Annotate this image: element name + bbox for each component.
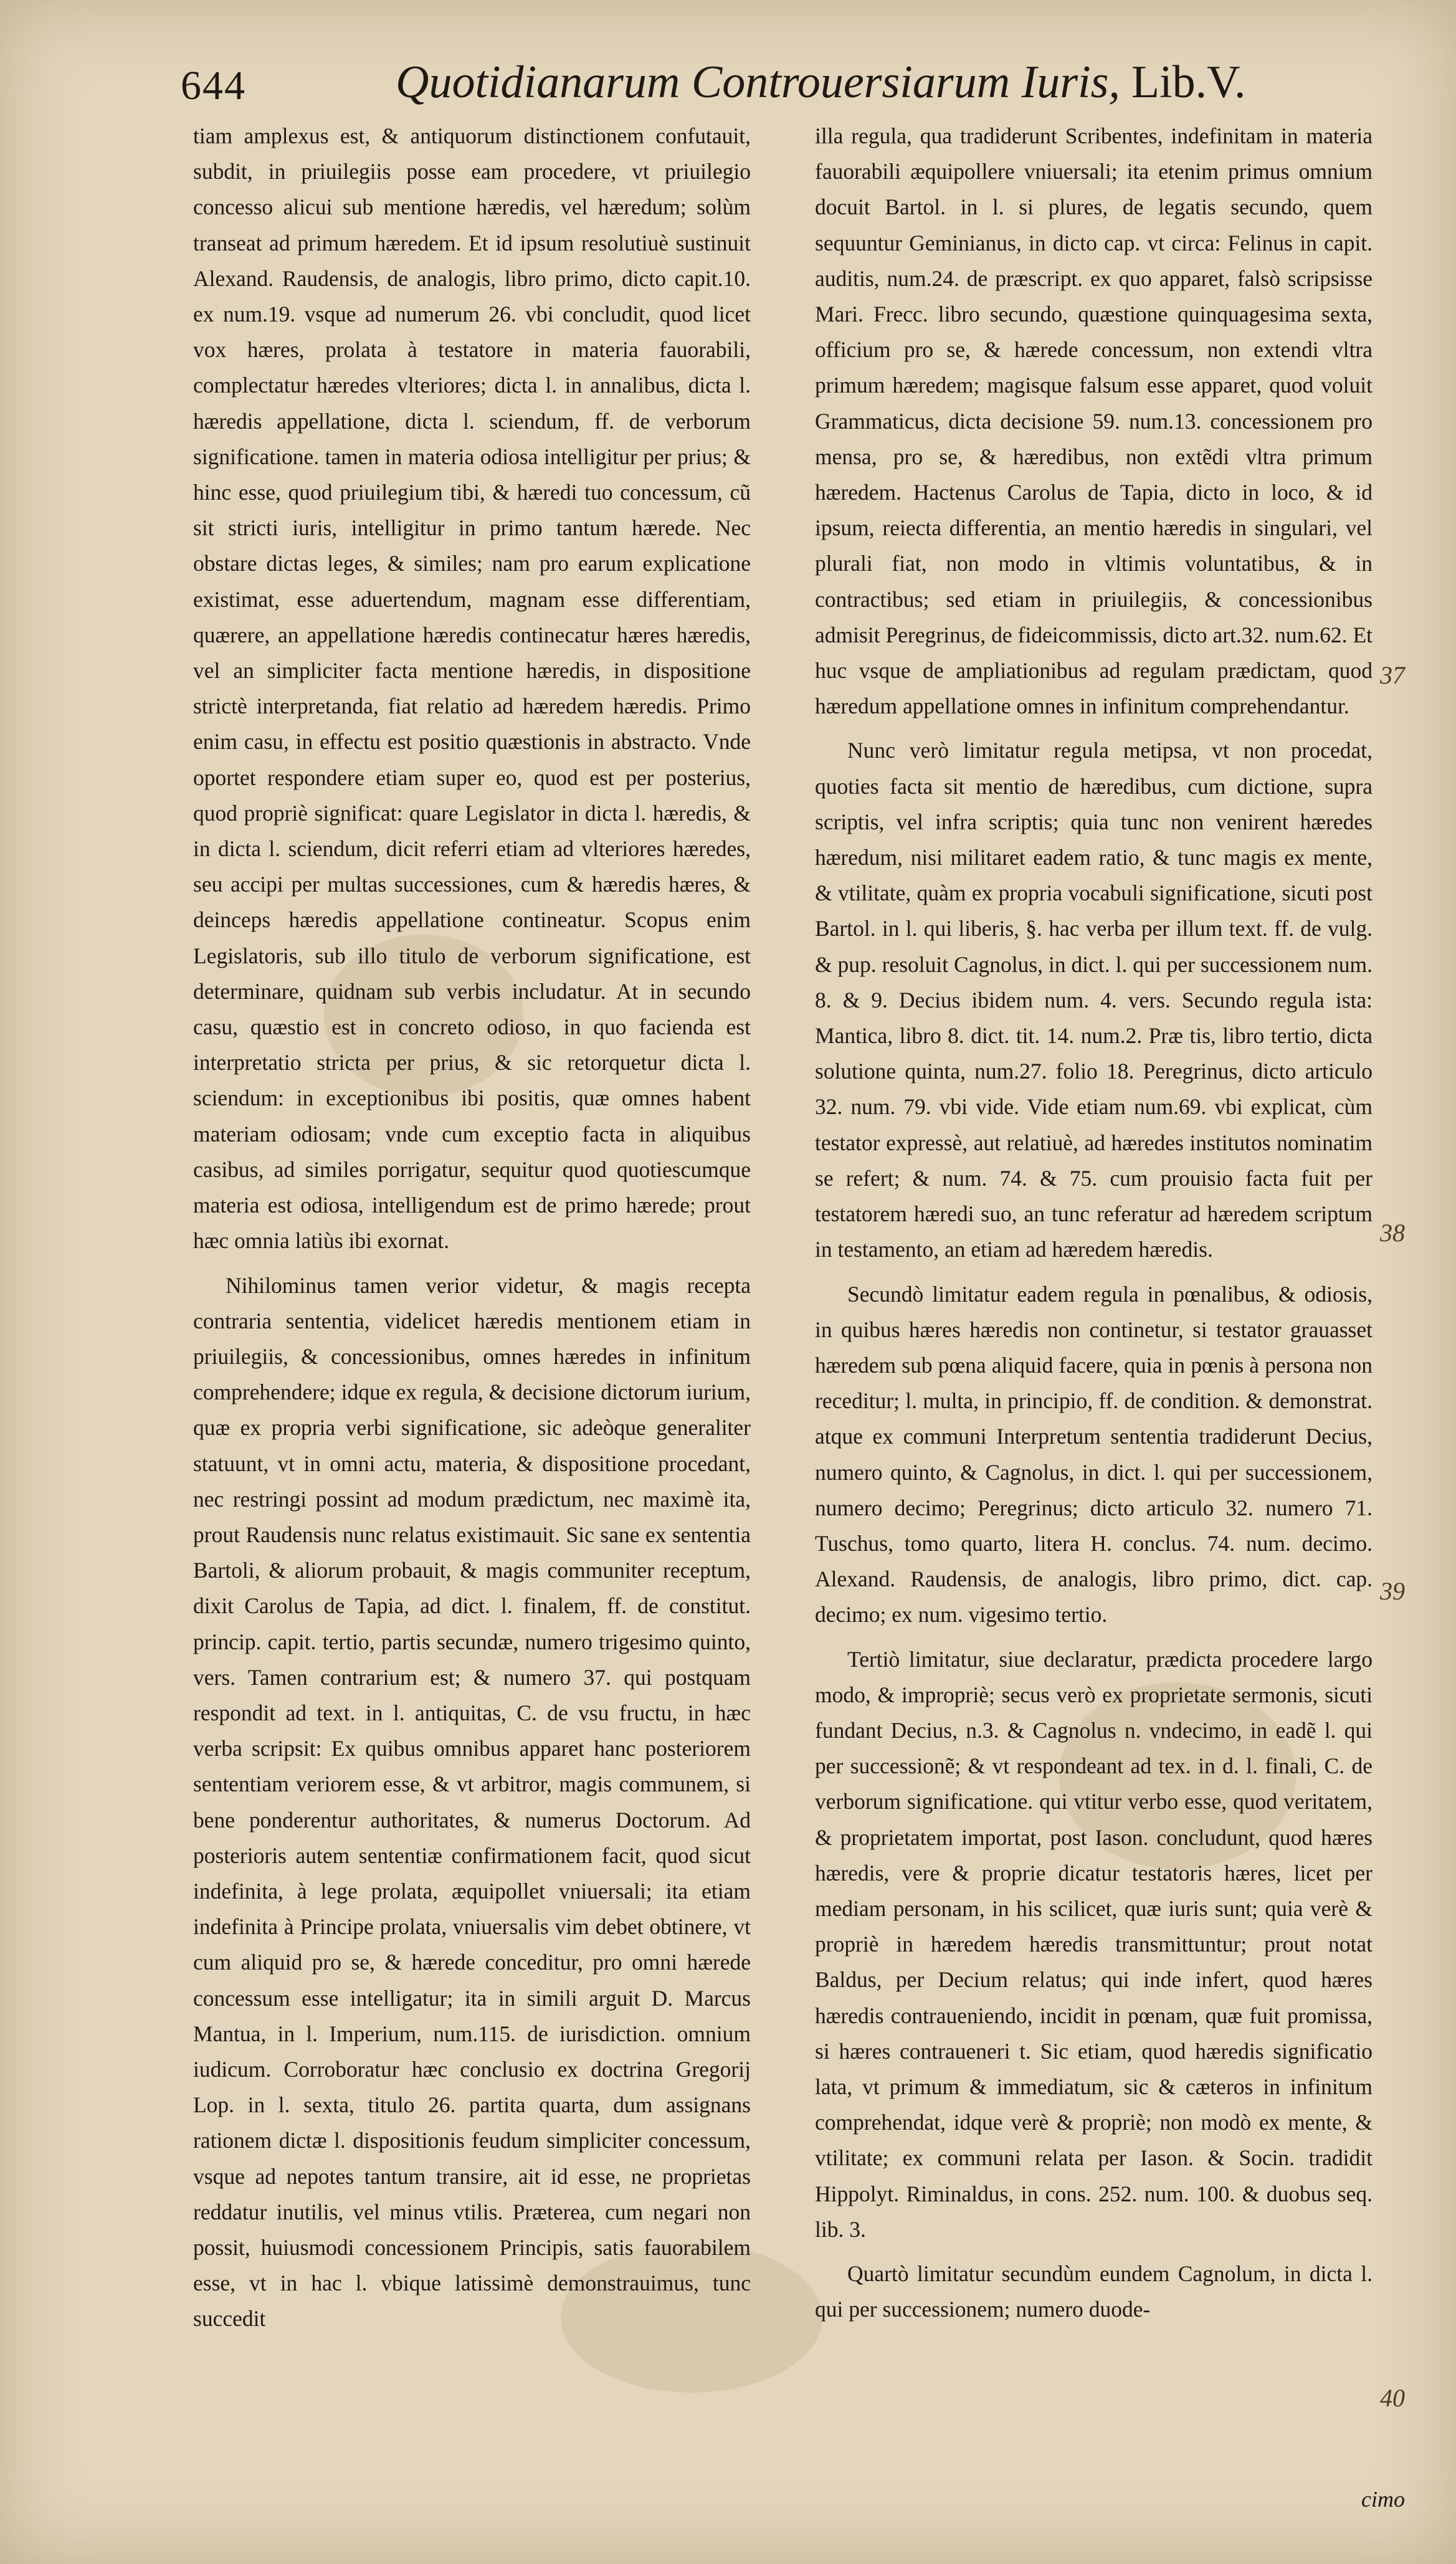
paragraph: Nihilominus tamen verior videtur, & magis recepta contraria sententia, videlicet hæredis mentionem etiam in priuilegiis, & concessionibus, omnes hæredes in infinitum comprehendere; idque ex regula, & decisione dictorum iurium, quæ ex propria verbi significatione, sic adeòque generaliter statuunt, vt in omni actu, materia, & dispositione procedant, nec restringi possint ad modum prædictum, nec maximè ita, prout Raudensis nunc relatus existimauit. Sic sane ex sententia Bartoli, & aliorum probauit, & magis communiter receptum, dixit Carolus de Tapia, ad dict. l. finalem, ff. de constitut. princip. capit. tertio, partis secundæ, numero trigesimo quinto, vers. Tamen contrarium est; & numero 37. qui postquam respondit ad text. in l. antiquitas, C. de vsu fructu, in hæc verba scripsit: Ex quibus omnibus apparet hanc posteriorem sententiam veriorem esse, & vt arbitror, magis communem, si bene ponderentur authoritates, & numerus Doctorum. Ad posterioris autem sententiæ confirmationem facit, quod sicut indefinita, à lege prolata, æquipollet vniuersali; ita etiam indefinita à Principe prolata, vniuersalis vim debet obtinere, vt cum aliquid pro se, & hærede conceditur, pro omni hærede concessum esse intelligatur; ita in simili arguit D. Marcus Mantua, in l. Imperium, num.115. de iurisdiction. omnium iudicum. Corroboratur hæc conclusio ex doctrina Gregorij Lop. in l. sexta, titulo 26. partita quarta, dum assignans rationem dictæ l. dispositionis feudum simpliciter concessum, vsque ad nepotes tantum transire, ait id esse, ne proprietas reddatur inutilis, vel minus vtilis. Præterea, cum negari non possit, huiusmodi concessionem Principis, satis fauorabilem esse, vt in hac l. vbique latissimè demonstrauimus, tunc succedit (193, 1272, 751, 2332)
paragraph: illa regula, qua tradiderunt Scribentes, indefinitam in materia fauorabili æquipollere vniuersali; ita etenim primus omnium docuit Bartol. in l. si plures, de legatis secundo, quem sequuntur Geminianus, in dicto cap. vt circa: Felinus in capit. auditis, num.24. de præscript. ex quo apparet, falsò scripsisse Mari. Frecc. libro secundo, quæstione quinquagesima sexta, officium pro se, & hærede concessum, non extendi vltra primum hæredem; magisque falsum esse apparet, quod voluit Grammaticus, dicta decisione 59. num.13. concessionem pro mensa, pro se, & hæredibus, non extẽdi vltra primum hæredem. Hactenus Carolus de Tapia, dicto in loco, & id ipsum, reiecta differentia, an mentio hæredis in singulari, vel plurali fiat, non modo in vltimis voluntatibus, & in contractibus; sed etiam in priuilegiis, & concessionibus admisit Peregrinus, de fideicommissis, dicto art.32. num.62. Et huc vsque de ampliationibus ad regulam prædictam, quod hæredum appellatione omnes in infinitum comprehendantur. (815, 123, 1373, 719)
paragraph: Tertiò limitatur, siue declaratur, prædicta procedere largo modo, & impropriè; secus verò ex proprietate sermonis, sicuti fundant Decius, n.3. & Cagnolus n. vndecimo, in eadẽ l. qui per successionẽ; & vt respondeant ad tex. in d. l. finali, C. de verborum significatione. qui vtitur verbo esse, quod veritatem, & proprietatem importat, post Iason. concludunt, quod hæres hæredis, vere & proprie dicatur testatoris hæres, licet per mediam personam, in his scilicet, quæ iuris sunt; quia verè & propriè in hæredem hæredis transmittuntur; prout notat Baldus, per Decium relatus; qui inde infert, quod hæres hæredis contraueniendo, incidit in pœnam, quæ fuit promissa, si hæres contraueneri t. Sic etiam, quod hæredis significatio lata, vt primum & immediatum, sic & cæteros in infinitum comprehendat, idque verè & propriè; non modò ex mente, & vtilitate; ex communi relata per Iason. & Socin. tradidit Hippolyt. Riminaldus, in cons. 252. num. 100. & duobus seq. lib. 3. (815, 1646, 1373, 2242)
margin-number: 40 (1380, 2384, 1405, 2412)
margin-number: 37 (1380, 661, 1405, 689)
book-number: Lib.V. (1131, 57, 1246, 108)
catchword: cimo (1361, 2487, 1405, 2512)
left-column (193, 118, 751, 2346)
page-header (181, 49, 1414, 123)
paragraph: Secundò limitatur eadem regula in pœnalibus, & odiosis, in quibus hæres hæredis non continetur, si testator grauasset hæredem sub pœna aliquid facere, quia in pœnis à persona non receditur; l. multa, in principio, ff. de condition. & demonstrat. atque ex communi Interpretum sententia tradiderunt Decius, numero quinto, & Cagnolus, in dict. l. qui per successionem, numero decimo; Peregrinus; dicto articulo 32. numero 71. Tuschus, tomo quarto, litera H. conclus. 74. num. decimo. Alexand. Raudensis, de analogis, libro primo, dict. cap. decimo; ex num. vigesimo tertio. (815, 1281, 1373, 1628)
paragraph: tiam amplexus est, & antiquorum distinctionem confutauit, subdit, in priuilegiis posse eam procedere, vt priuilegio concesso alicui sub mentione hæredis, vel hæredum; solùm transeat ad primum hæredem. Et id ipsum resolutiuè sustinuit Alexand. Raudensis, de analogis, libro primo, dicto capit.10. ex num.19. vsque ad numerum 26. vbi concludit, quod licet vox hæres, prolata à testatore in materia fauorabili, complectatur hæredes vlteriores; dicta l. in annalibus, dicta l. hæredis appellatione, dicta l. sciendum, ff. de verborum significatione. tamen in materia odiosa intelligitur per prius; & hinc esse, quod priuilegium tibi, & hæredi tuo concessum, cũ sit stricti iuris, intelligitur in primo tantum hærede. Nec obstare dictas leges, & similes; nam pro earum explicatione existimat, esse aduertendum, magnam esse differentiam, quærere, an appellatione hæredis continecatur hæres hæredis, vel an simpliciter facta mentione hæredis, in dispositione strictè interpretanda, fiat relatio ad hæredem hæredis. Primo enim casu, in effectu est positio quæstionis in abstracto. Vnde oportet respondere etiam super eo, quod est per posterius, quod propriè significat: quare Legislator in dicta l. hæredis, & in dicta l. sciendum, dicit referri etiam ad vlteriores hæredes, seu accipi per multas successiones, cum & hæredis hæres, & deinceps hæredis appellatione contineatur. Scopus enim Legislatoris, sub illo titulo de verborum significatione, est determinare, quidnam sub verbis includatur. At in secundo casu, quæstio est in concreto odioso, in quo facienda est interpretatio stricta per prius, & sic retorquetur dicta l. sciendum: in exceptionibus ibi positis, quæ omnes habent materiam odiosam; vnde cum exceptio facta in aliquibus casibus, ad similes porrigatur, sequitur quod quotiescumque materia est odiosa, intelligendum est de primo hærede; prout hæc omnia latiùs ibi exornat. (193, 123, 751, 1254)
running-title-text: Quotidianarum Controuersiarum Iuris, (396, 57, 1120, 108)
right-column (815, 118, 1373, 2336)
paragraph: Quartò limitatur secundùm eundem Cagnolum, in dicta l. qui per successionem; numero duode- (815, 2261, 1373, 2322)
paragraph: Nunc verò limitatur regula metipsa, vt non procedat, quoties facta sit mentio de hæredibus, cum dictione, supra scriptis, vel infra scriptis; quia tunc non venirent hæredes hæredum, nisi militaret eadem ratio, & tunc magis ex mente, & vtilitate, quàm ex propria vocabuli significatione, sicuti post Bartol. in l. qui liberis, §. hac verba per illum text. ff. de vulg. & pup. resoluit Cagnolus, in dict. l. qui per successionem num. 8. & 9. Decius ibidem num. 4. vers. Secundo regula ista: Mantica, libro 8. dict. tit. 14. num.2. Præ tis, libro tertio, dicta solutione quinta, num.27. folio 18. Peregrinus, dicto articulo 32. num. 79. vbi vide. Vide etiam num.69. vbi explicat, cùm testator expressè, aut relatiuè, ad hæredes institutos nominatim se refert; & num. 74. & 75. cum prouisio facta fuit per testatorem hæredi suo, an tunc referatur ad hæredem scriptum in testamento, an etiam ad hæredem hæredis. (815, 738, 1373, 1262)
margin-number: 39 (1380, 1577, 1405, 1605)
margin-number: 38 (1380, 1219, 1405, 1247)
running-title (396, 56, 1246, 109)
page-number: 644 (181, 63, 246, 108)
